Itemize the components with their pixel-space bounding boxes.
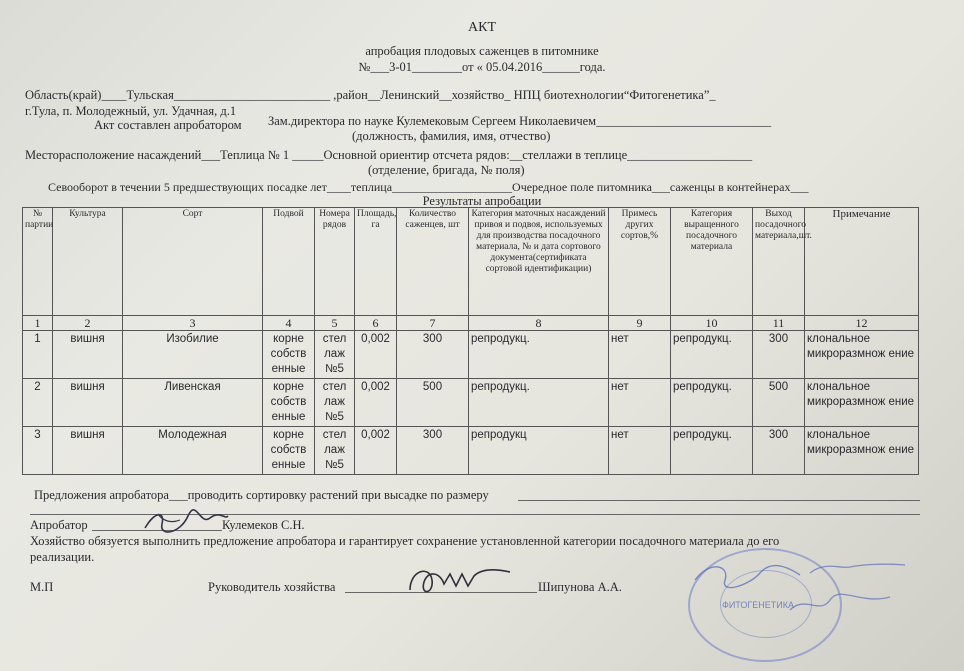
table-cell: Ливенская xyxy=(123,379,263,427)
proposals-line: Предложения апробатора___проводить сортировку растений при высадке по размеру xyxy=(34,488,489,502)
table-cell: вишня xyxy=(53,427,123,475)
table-row xyxy=(23,379,919,427)
table-cell: корне собств енные xyxy=(263,331,315,379)
table-caption: Результаты апробации xyxy=(422,194,542,208)
header-cell: № партии xyxy=(23,208,53,316)
header-cell: Примечание xyxy=(805,208,919,316)
table-cell: 3 xyxy=(23,427,53,475)
table-cell: стел лаж №5 xyxy=(315,427,355,475)
table-cell: клональное микроразмнож ение xyxy=(805,427,919,475)
act-number-line: №___3-01________от « 05.04.2016______года. xyxy=(358,60,606,74)
document-subtitle: апробация плодовых саженцев в питомнике xyxy=(365,44,599,58)
table-cell: репродукц. xyxy=(469,379,609,427)
table-cell: корне собств енные xyxy=(263,427,315,475)
compiled-label: Акт составлен апробатором xyxy=(94,118,242,132)
table-cell: репродукц. xyxy=(671,379,753,427)
header-cell: Категория маточных насаждений привоя и подвоя, используемых для производства посадочного материала, № и дата сортового документа(сертификата сортовой идентификации) xyxy=(469,208,609,316)
results-table xyxy=(22,207,919,475)
table-cell: корне собств енные xyxy=(263,379,315,427)
column-number: 12 xyxy=(805,316,919,331)
location-line: Месторасположение насаждений___Теплица № 1 _____Основной ориентир отсчета рядов:__стеллажи в теплице____________________ xyxy=(25,148,753,162)
table-cell: 1 xyxy=(23,331,53,379)
table-cell: 0,002 xyxy=(355,379,397,427)
table-cell: 500 xyxy=(397,379,469,427)
proposals-underline xyxy=(518,500,920,501)
header-cell: Подвой xyxy=(263,208,315,316)
column-number: 4 xyxy=(263,316,315,331)
table-cell: Молодежная xyxy=(123,427,263,475)
head-name: Шипунова А.А. xyxy=(538,580,622,594)
rotation-line: Севооборот в течении 5 предшествующих посадке лет____теплица____________________Очередное поле питомника___саженцы в контейнерах___ xyxy=(48,180,809,194)
column-number: 9 xyxy=(609,316,671,331)
header-cell: Количество саженцев, шт xyxy=(397,208,469,316)
table-row xyxy=(23,427,919,475)
header-cell: Сорт xyxy=(123,208,263,316)
header-cell: Культура xyxy=(53,208,123,316)
compiled-hint: (должность, фамилия, имя, отчество) xyxy=(352,129,551,143)
column-number: 7 xyxy=(397,316,469,331)
column-number: 3 xyxy=(123,316,263,331)
table-cell: 300 xyxy=(397,331,469,379)
region-line: Область(край)____Тульская_________________________ ,район__Ленинский__хозяйство_ НПЦ биотехнологии“Фитогенетика”_ xyxy=(25,88,716,102)
head-signature-icon xyxy=(400,560,520,600)
table-cell: клональное микроразмнож ение xyxy=(805,331,919,379)
column-number: 2 xyxy=(53,316,123,331)
obligation-text: Хозяйство обязуется выполнить предложение апробатора и гарантирует сохранение установленной категории посадочного материала до его xyxy=(30,534,780,548)
table-cell: 0,002 xyxy=(355,427,397,475)
header-cell: Выход посадочного материала,шт. xyxy=(753,208,805,316)
head-label: Руководитель хозяйства xyxy=(208,580,336,594)
inspector-name: Кулемеков С.Н. xyxy=(222,518,305,532)
table-cell: нет xyxy=(609,427,671,475)
table-cell: репродукц. xyxy=(671,427,753,475)
table-cell: стел лаж №5 xyxy=(315,331,355,379)
stamp-text: ФИТОГЕНЕТИКА xyxy=(722,600,794,610)
column-number-row xyxy=(23,316,919,331)
column-number: 8 xyxy=(469,316,609,331)
table-cell: 300 xyxy=(753,427,805,475)
column-number: 6 xyxy=(355,316,397,331)
table-cell: вишня xyxy=(53,331,123,379)
document-title: АКТ xyxy=(468,20,496,35)
address-line: г.Тула, п. Молодежный, ул. Удачная, д.1 xyxy=(25,104,237,118)
column-number: 1 xyxy=(23,316,53,331)
table-cell: вишня xyxy=(53,379,123,427)
header-cell: Номера рядов xyxy=(315,208,355,316)
seal-mark: М.П xyxy=(30,580,54,594)
table-cell: 0,002 xyxy=(355,331,397,379)
column-number: 5 xyxy=(315,316,355,331)
inspector-label: Апробатор xyxy=(30,518,88,532)
column-number: 11 xyxy=(753,316,805,331)
table-cell: нет xyxy=(609,379,671,427)
location-hint: (отделение, бригада, № поля) xyxy=(368,163,525,177)
header-cell: Категория выращенного посадочного материала xyxy=(671,208,753,316)
table-cell: клональное микроразмнож ение xyxy=(805,379,919,427)
stamp-signature-icon xyxy=(690,555,910,625)
column-number: 10 xyxy=(671,316,753,331)
table-cell: Изобилие xyxy=(123,331,263,379)
table-header-row xyxy=(23,208,919,316)
table-cell: 300 xyxy=(397,427,469,475)
table-cell: 500 xyxy=(753,379,805,427)
table-row xyxy=(23,331,919,379)
obligation-text-2: реализации. xyxy=(30,550,95,564)
table-cell: 2 xyxy=(23,379,53,427)
compiled-value: Зам.директора по науке Кулемековым Сергеем Николаевичем____________________________ xyxy=(268,114,772,128)
table-cell: 300 xyxy=(753,331,805,379)
header-cell: Площадь, га xyxy=(355,208,397,316)
table-cell: стел лаж №5 xyxy=(315,379,355,427)
header-cell: Примесь других сортов,% xyxy=(609,208,671,316)
table-cell: репродукц xyxy=(469,427,609,475)
table-cell: репродукц. xyxy=(671,331,753,379)
table-cell: репродукц. xyxy=(469,331,609,379)
inspector-signature-icon xyxy=(140,506,230,536)
table-cell: нет xyxy=(609,331,671,379)
